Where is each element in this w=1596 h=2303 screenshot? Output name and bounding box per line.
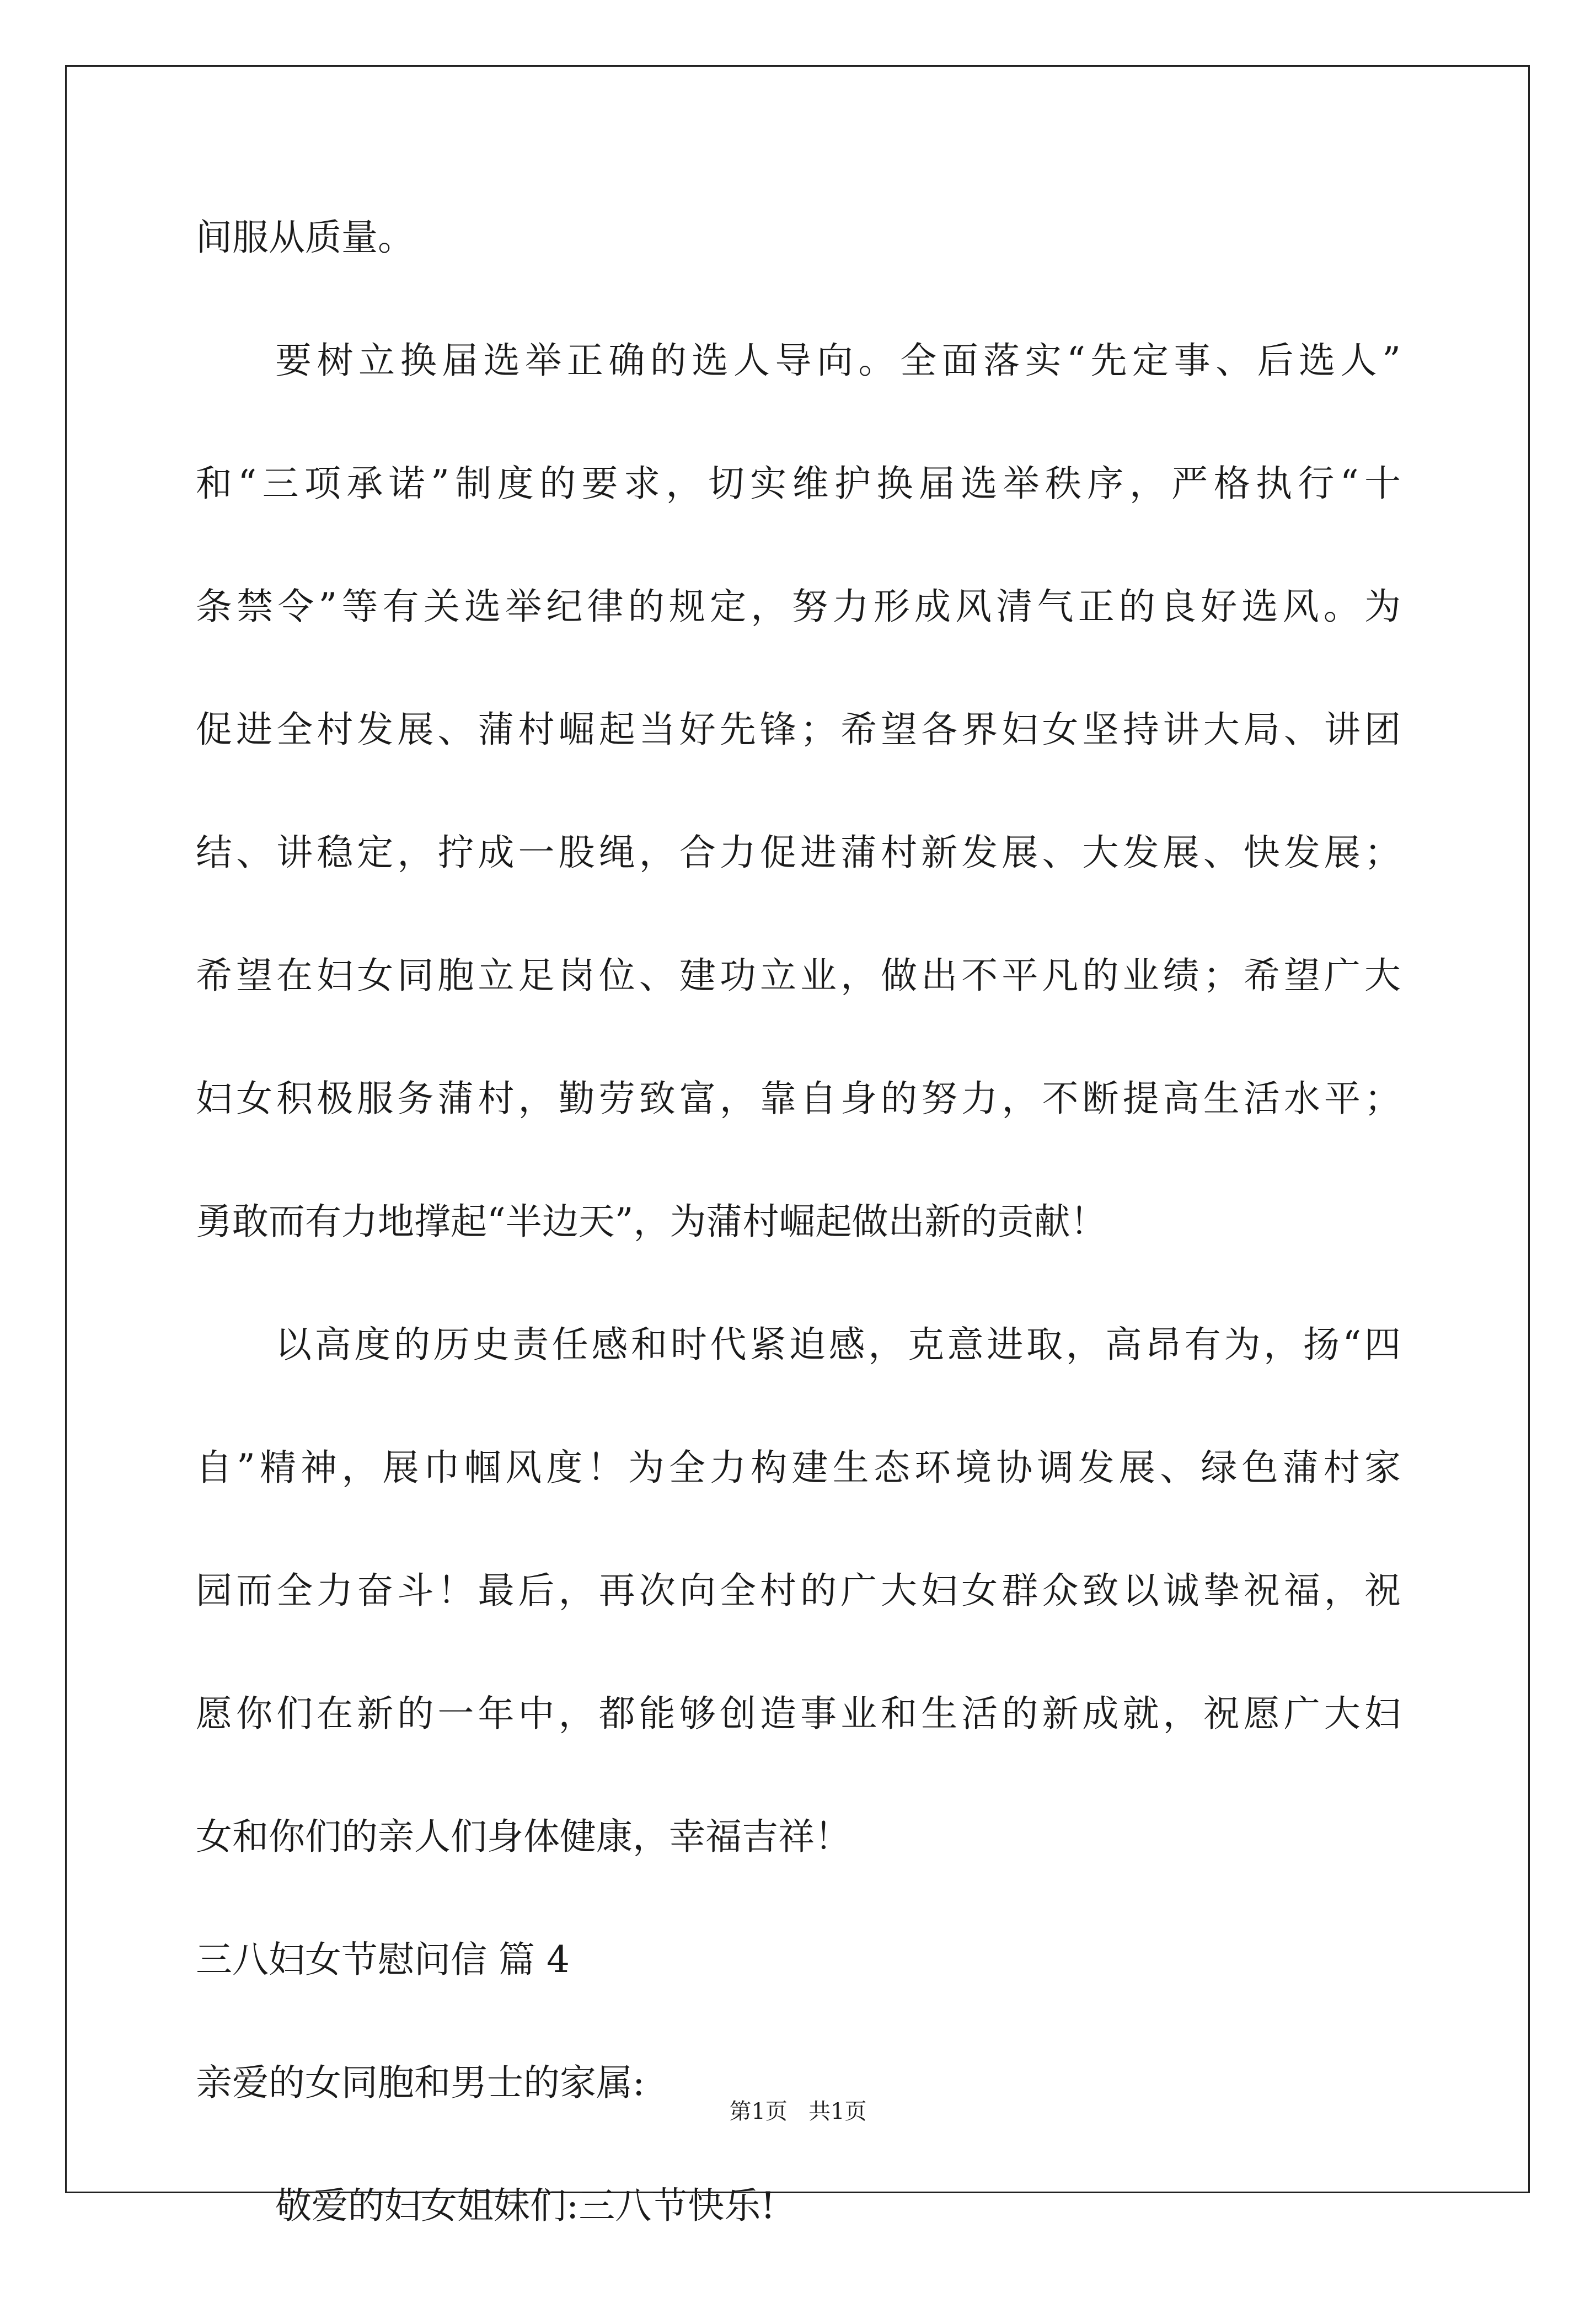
salutation: 亲爱的女同胞和男士的家属:	[196, 2061, 645, 2104]
section-heading: 三八妇女节慰问信 篇 4	[196, 1938, 570, 1981]
text-line: 促进全村发展、蒲村崛起当好先锋；希望各界妇女坚持讲大局、讲团	[196, 708, 1401, 751]
text-line: 结、讲稳定，拧成一股绳，合力促进蒲村新发展、大发展、快发展；	[196, 831, 1401, 874]
text-line: 要树立换届选举正确的选人导向。全面落实“先定事、后选人”	[275, 339, 1401, 382]
document-body	[196, 212, 1401, 2303]
greeting-line: 敬爱的妇女姐妹们:三八节快乐!	[275, 2184, 775, 2227]
text-line: 间服从质量。	[196, 216, 414, 259]
text-line: 条禁令”等有关选举纪律的规定，努力形成风清气正的良好选风。为	[196, 585, 1401, 628]
text-line: 勇敢而有力地撑起“半边天”，为蒲村崛起做出新的贡献！	[196, 1200, 1107, 1243]
text-line: 女和你们的亲人们身体健康，幸福吉祥！	[196, 1815, 851, 1858]
page-number-total: 共1页	[808, 2099, 867, 2124]
text-line: 希望在妇女同胞立足岗位、建功立业，做出不平凡的业绩；希望广大	[196, 954, 1401, 997]
text-line: 愿你们在新的一年中，都能够创造事业和生活的新成就，祝愿广大妇	[196, 1692, 1401, 1735]
text-line: 以高度的历史责任感和时代紧迫感，克意进取，高昂有为，扬“四	[275, 1323, 1401, 1366]
text-line: 园而全力奋斗！最后，再次向全村的广大妇女群众致以诚挚祝福，祝	[196, 1569, 1401, 1612]
footer-spacer	[788, 2099, 808, 2124]
page-footer	[0, 2095, 1596, 2128]
text-line: 和“三项承诺”制度的要求，切实维护换届选举秩序，严格执行“十	[196, 462, 1401, 505]
text-line: 自”精神，展巾帼风度！为全力构建生态环境协调发展、绿色蒲村家	[196, 1446, 1401, 1489]
text-line: 妇女积极服务蒲村，勤劳致富，靠自身的努力，不断提高生活水平；	[196, 1077, 1401, 1120]
page-number-current: 第1页	[729, 2099, 788, 2124]
